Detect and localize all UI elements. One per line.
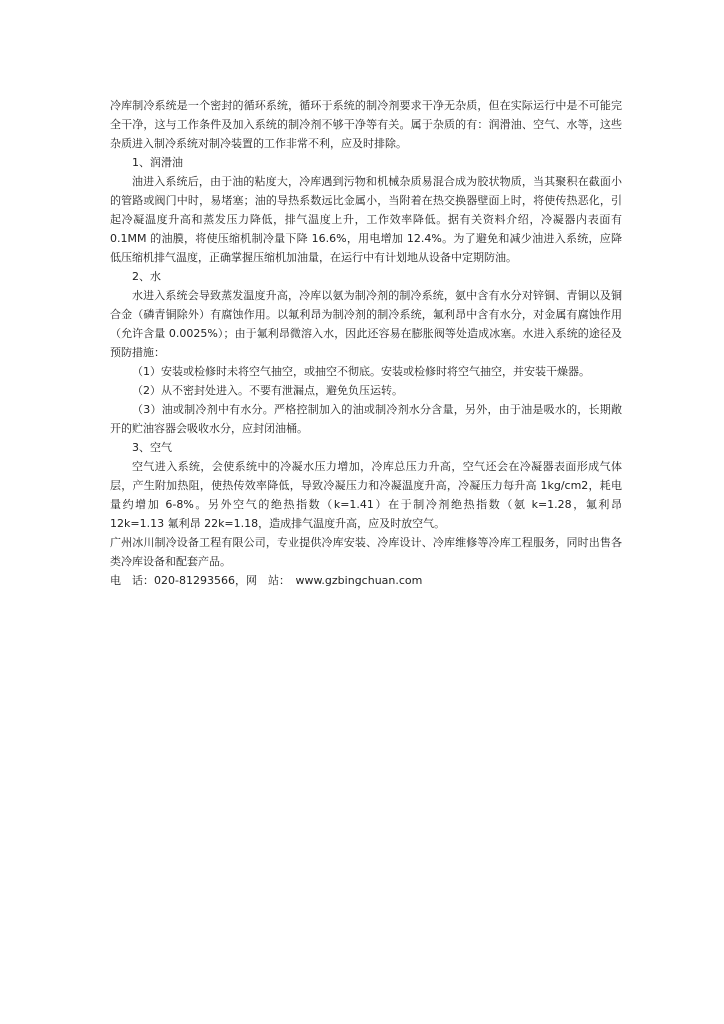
contact-line: 电 话：020-81293566，网 站： www.gzbingchuan.com [110,574,423,587]
section-heading-lubricating-oil: 1、润滑油 [132,156,183,169]
document-page [110,96,622,590]
section-heading-air: 3、空气 [132,441,172,454]
company-paragraph: 广州冰川制冷设备工程有限公司，专业提供冷库安装、冷库设计、冷库维修等冷库工程服务，同时出售各类冷库设备和配套产品。 [110,536,622,568]
water-measure-1: （1）安装或检修时未将空气抽空，或抽空不彻底。安装或检修时将空气抽空，并安装干燥器。 [132,365,590,378]
water-measure-3: （3）油或制冷剂中有水分。严格控制加入的油或制冷剂水分含量，另外，由于油是吸水的，长期敞开的贮油容器会吸收水分，应封闭油桶。 [110,403,622,435]
section-heading-water: 2、水 [132,270,161,283]
water-measure-2: （2）从不密封处进入。不要有泄漏点，避免负压运转。 [132,384,403,397]
oil-paragraph: 油进入系统后，由于油的粘度大，冷库遇到污物和机械杂质易混合成为胶状物质，当其聚积在截面小的管路或阀门中时，易堵塞；油的导热系数远比金属小，当附着在热交换器壁面上时，将使传热恶化，引起冷凝温度升高和蒸发压力降低，排气温度上升，工作效率降低。据有关资料介绍，冷凝器内表面有 0.1MM 的油膜，将使压缩机制冷量下降 16.6%，用电增加 12.4%。为了避免和减少油进入系统，应降低压缩机排气温度，正确掌握压缩机加油量，在运行中有计划地从设备中定期防油。 [110,175,622,264]
water-paragraph: 水进入系统会导致蒸发温度升高，冷库以氨为制冷剂的制冷系统，氨中含有水分对锌铜、青铜以及铜合金（磷青铜除外）有腐蚀作用。以氟利昂为制冷剂的制冷系统，氟利昂中含有水分，对金属有腐蚀作用（允许含量 0.0025%）；由于氟利昂微溶入水，因此还容易在膨胀阀等处造成冰塞。水进入系统的途径及预防措施： [110,289,622,359]
air-paragraph: 空气进入系统，会使系统中的冷凝水压力增加，冷库总压力升高，空气还会在冷凝器表面形成气体层，产生附加热阻，使热传效率降低，导致冷凝压力和冷凝温度升高，冷凝压力每升高 1kg/cm2，耗电量约增加 6-8%。另外空气的绝热指数（k=1.41）在于制冷剂绝热指数（氨 k=1.28，氟利昂 12k=1.13 氟利昂 22k=1.18，造成排气温度升高，应及时放空气。 [110,460,622,530]
intro-paragraph: 冷库制冷系统是一个密封的循环系统，循环于系统的制冷剂要求干净无杂质，但在实际运行中是不可能完全干净，这与工作条件及加入系统的制冷剂不够干净等有关。属于杂质的有：润滑油、空气、水等，这些杂质进入制冷系统对制冷装置的工作非常不利，应及时排除。 [110,99,622,150]
